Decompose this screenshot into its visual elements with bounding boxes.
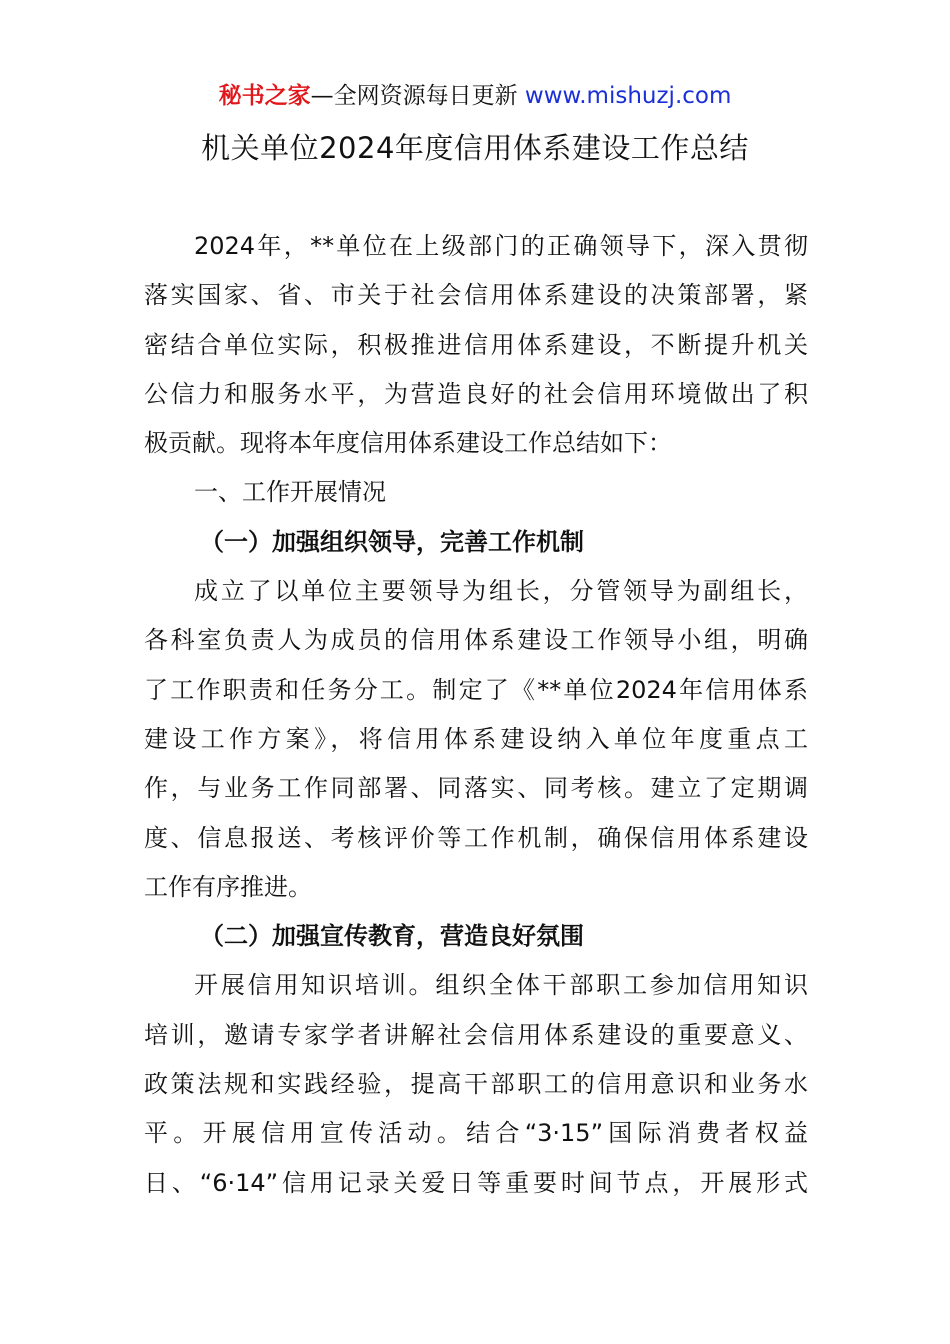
paragraph-line: 2024年，**单位在上级部门的正确领导下，深入贯彻: [194, 232, 808, 260]
paragraph-line: 成立了以单位主要领导为组长，分管领导为副组长，: [194, 577, 808, 606]
subsection-heading: （一）加强组织领导，完善工作机制: [200, 527, 584, 556]
paragraph-line: 度、信息报送、考核评价等工作机制，确保信用体系建设: [144, 823, 808, 852]
paragraph-line: 极贡献。现将本年度信用体系建设工作总结如下：: [144, 429, 672, 458]
paragraph-line: 建设工作方案》，将信用体系建设纳入单位年度重点工: [144, 724, 808, 753]
paragraph-line: 落实国家、省、市关于社会信用体系建设的决策部署，紧: [144, 281, 808, 310]
paragraph-line: 培训，邀请专家学者讲解社会信用体系建设的重要意义、: [144, 1020, 808, 1049]
subsection-heading: （二）加强宣传教育，营造良好氛围: [200, 922, 584, 951]
document-body: [144, 222, 808, 1208]
paragraph-line: 公信力和服务水平，为营造良好的社会信用环境做出了积: [144, 379, 808, 408]
site-header: [0, 78, 950, 114]
paragraph-line: 开展信用知识培训。组织全体干部职工参加信用知识: [194, 971, 808, 1000]
paragraph-line: 了工作职责和任务分工。制定了《**单位2024年信用体系: [144, 675, 808, 704]
paragraph-line: 作，与业务工作同部署、同落实、同考核。建立了定期调: [144, 774, 808, 803]
paragraph-line: 工作有序推进。: [144, 872, 312, 901]
header-slogan: —全网资源每日更新: [310, 83, 518, 109]
brand-name: 秘书之家: [218, 83, 311, 109]
paragraph-line: 密结合单位实际，积极推进信用体系建设，不断提升机关: [144, 330, 808, 359]
section-heading: 一、工作开展情况: [194, 478, 386, 507]
document-title: 机关单位2024年度信用体系建设工作总结: [201, 131, 749, 165]
paragraph-line: 日、“6·14”信用记录关爱日等重要时间节点，开展形式: [144, 1168, 808, 1197]
site-url-link[interactable]: www.mishuzj.com: [524, 83, 732, 109]
paragraph-line: 各科室负责人为成员的信用体系建设工作领导小组，明确: [144, 626, 808, 655]
paragraph-line: 平。开展信用宣传活动。结合“3·15”国际消费者权益: [144, 1119, 808, 1148]
paragraph-line: 政策法规和实践经验，提高干部职工的信用意识和业务水: [144, 1070, 808, 1099]
